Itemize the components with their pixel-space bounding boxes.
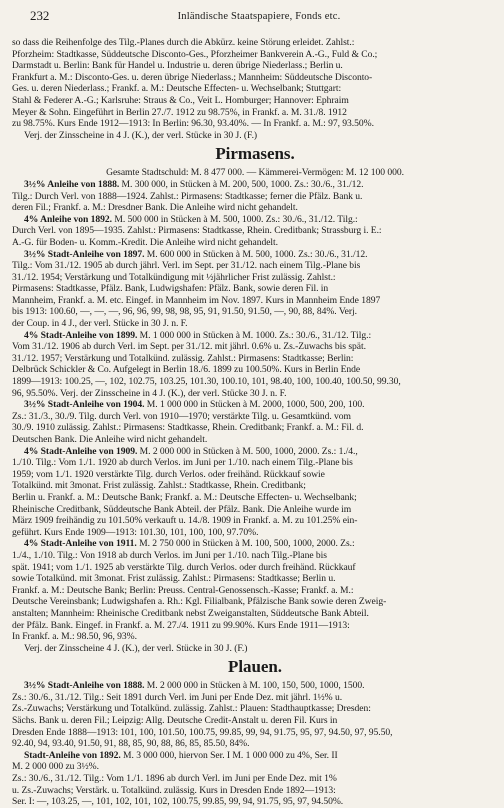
text-segment: Ser. I: —, 103.25, —, 101, 102, 101, 102, 100.75, 99.85, 99, 94, 91.75, 95, 97, 94.50%. (12, 796, 344, 808)
text-segment: M. 2 000 000 zu 3½%. (12, 761, 99, 773)
text-line (12, 60, 498, 72)
text-segment: 31./12. 1957; Verstärkung und Totalkünd. zulässig. Zahlst.: Pirmasens: Stadtkasse; Berlin: (12, 352, 354, 364)
body-text (12, 37, 498, 808)
bond-title: 3½% Stadt-Anleihe von 1897. (24, 248, 145, 260)
text-line (12, 225, 498, 237)
text-segment: 1899—1913: 100.25, —, 102, 102.75, 103.25, 101.30, 100.10, 101, 98.40, 100, 100.40, 100.50, 99.30, (12, 376, 401, 388)
text-segment: Stahl & Federer A.-G.; Karlsruhe: Straus & Co., Veit L. Homburger; Hannover: Ephraim (12, 94, 349, 106)
text-line (12, 130, 498, 142)
text-line (12, 272, 498, 284)
text-segment: deren Fil.; Frankf. a. M.: Dresdner Bank. Die Anleihe wird nicht gehandelt. (12, 202, 298, 214)
bond-title: 4% Stadt-Anleihe von 1899. (24, 329, 138, 341)
text-line (12, 353, 498, 365)
text-line (12, 492, 498, 504)
text-segment: so dass die Reihenfolge des Tilg.-Planes durch die Abkürz. keine Störung erleidet. Zahlst.: (12, 37, 355, 48)
text-segment: Vom 31./12. 1906 ab durch Verl. im Sept. per 31./12. mit jährl. 0.6% u. Zs.-Zuwachs bis spät. (12, 341, 366, 353)
text-line (12, 107, 498, 119)
text-segment: Delbrück Schickler & Co. Aufgelegt in Berlin 18./6. 1899 zu 100.50%. Kurs in Berlin Ende (12, 364, 361, 376)
text-segment: 1959; vom 1./1. 1920 verstärkte Tilg. durch Verlos. oder freihänd. Rückkauf sowie (12, 468, 325, 480)
bond-title: 4% Anleihe von 1892. (24, 213, 113, 225)
text-line (12, 680, 498, 692)
text-segment: Frankfurt a. M.: Disconto-Ges. u. deren übrige Niederlass.; Mannheim: Süddeutsche Disconto- (12, 71, 373, 83)
text-line (12, 399, 498, 411)
text-segment: Sächs. Bank u. deren Fil.; Leipzig: Allg. Deutsche Credit-Anstalt u. deren Fil. Kurs in (12, 715, 338, 727)
bond-title: Stadt-Anleihe von 1892. (24, 749, 121, 761)
text-segment: M. 2 000 000 in Stücken à M. 100, 150, 500, 1000, 1500. (144, 680, 365, 692)
bond-title: 4% Stadt-Anleihe von 1911. (24, 538, 137, 550)
section-heading (12, 656, 498, 678)
text-line (12, 295, 498, 307)
text-line (12, 480, 498, 492)
text-segment: geführt. Kurs Ende 1909—1913: 101.30, 101, 100, 100, 97.70%. (12, 526, 259, 538)
text-segment: Durch Verl. von 1895—1935. Zahlst.: Pirmasens: Stadtkasse, Rhein. Creditbank; Strassburg i. E.: (12, 225, 382, 237)
text-segment: M. 2 750 000 in Stücken à M. 100, 500, 1000, 2000. Zs.: (136, 538, 355, 550)
text-line (12, 538, 498, 550)
text-line (12, 341, 498, 353)
text-line (12, 237, 498, 249)
text-line (12, 643, 498, 655)
text-segment: 31./12. 1954; Verstärkung und Totalkündigung mit ½jährlicher Frist zulässig. Zahlst.: (12, 271, 336, 283)
text-segment: Rheinische Creditbank, Süddeutsche Bank Abteil. der Pfälz. Bank. Die Anleihe wurde im (12, 503, 352, 515)
text-segment: 92.40, 94, 93.40, 91.50, 91, 88, 85, 90, 88, 86, 85, 85.50, 84%. (12, 738, 250, 750)
text-segment: M. 1 000 000 in Stücken à M. 1000. Zs.: 30./6., 31./12. Tilg.: (137, 329, 372, 341)
text-line (12, 49, 498, 61)
text-segment: Berlin u. Frankf. a. M.: Deutsche Bank; Frankf. a. M.: Deutsche Effecten- u. Wechselbank; (12, 491, 357, 503)
text-segment: anstalten; Mannheim: Rheinische Creditbank nebst Zweiganstalten, Süddeutsche Bank Abteil. (12, 607, 369, 619)
running-title: Inländische Staatspapiere, Fonds etc. (177, 11, 341, 22)
text-line (12, 95, 498, 107)
text-segment: Ges. u. deren Niederlass.; Frankf. a. M.: Deutsche Effecten- u. Wechselbank; Stuttgart: (12, 83, 342, 95)
text-line (12, 388, 498, 400)
text-line (12, 469, 498, 481)
text-segment: März 1909 freihändig zu 101.50% verkauft u. 14./8. 1909 in Frankf. a. M. zu 101.25% ein- (12, 515, 358, 527)
text-segment: Zs.: 30./6., 31./12. Tilg.: Vom 1./1. 1896 ab durch Verl. im Juni per Ende Dez. mit 1% (12, 773, 337, 785)
text-line (12, 260, 498, 272)
text-line (12, 515, 498, 527)
text-line (12, 249, 498, 261)
section-heading (12, 143, 498, 165)
text-segment: 96, 95.50%. Verj. der Zinsscheine in 4 J. (K.), der verl. Stücke 30 J. n. F. (12, 387, 287, 399)
text-segment: Zs.: 30./6., 31./12. Tilg.: Seit 1891 durch Verl. im Juni per Ende Dez. mit jährl. 1½% u. (12, 691, 343, 703)
text-segment: Plauen. (228, 657, 282, 677)
text-segment: Pforzheim: Stadtkasse, Süddeutsche Disconto-Ges., Pforzheimer Bankverein A.-G., Fuld & Co.; (12, 48, 378, 60)
text-line (12, 692, 498, 704)
page-number: 232 (30, 8, 50, 23)
text-line (12, 118, 498, 130)
text-segment: Zs.-Zuwachs; Verstärkung und Totalkünd. zulässig. Zahlst.: Plauen: Stadthauptkasse; Dresden: (12, 703, 371, 715)
running-head (30, 10, 488, 26)
text-line (12, 761, 498, 773)
text-line (12, 376, 498, 388)
text-line (12, 167, 498, 179)
text-segment: 30./9. 1910 zulässig. Zahlst.: Pirmasens: Stadtkasse, Rhein. Creditbank; Frankf. a. M.: Fil. d. (12, 422, 364, 434)
text-segment: bis 1913: 100.60, —, —, —, 96, 96, 99, 98, 98, 95, 91, 91.50, 91.50, —, 90, 88, 84%. Verj. (12, 306, 357, 318)
text-line (12, 191, 498, 203)
text-line (12, 214, 498, 226)
text-segment: der Pfälz. Bank. Eingef. in Frankf. a. M. 27./4. 1911 zu 99.90%. Kurs Ende 1911—1913: (12, 619, 350, 631)
text-line (12, 573, 498, 585)
text-line (12, 727, 498, 739)
text-segment: Meyer & Sohn. Eingeführt in Berlin 27./7. 1912 zu 98.75%, in Frankf. a. M. 31./8. 1912 (12, 106, 347, 118)
text-segment: A.-G. für Boden- u. Komm.-Kredit. Die Anleihe wird nicht gehandelt. (12, 236, 279, 248)
text-line (12, 283, 498, 295)
text-segment: Mannheim, Frankf. a. M. etc. Eingef. in Mannheim im Nov. 1897. Kurs in Mannheim Ende 1897 (12, 294, 381, 306)
text-line (12, 773, 498, 785)
text-line (12, 631, 498, 643)
text-line (12, 457, 498, 469)
text-line (12, 179, 498, 191)
text-segment: Frankf. a. M.: Deutsche Bank; Berlin: Preuss. Central-Genossensch.-Kasse; Frankf. a. M.: (12, 584, 354, 596)
text-segment: Deutschen Bank. Die Anleihe wird nicht gehandelt. (12, 434, 208, 445)
text-line (12, 72, 498, 84)
text-segment: spät. 1941; vom 1./1. 1925 ab verstärkte Tilg. durch Verlos. oder durch freihänd. Rückkauf (12, 561, 356, 573)
text-segment: Verj. der Zinsscheine in 4 J. (K.), der verl. Stücke in 30 J. (F.) (24, 129, 258, 141)
text-line (12, 750, 498, 762)
text-line (12, 527, 498, 539)
text-line (12, 796, 498, 808)
text-segment: M. 300 000, in Stücken à M. 200, 500, 1000. Zs.: 30./6., 31./12. (119, 178, 364, 190)
text-segment: M. 3 000 000, hiervon Ser. I M. 1 000 000 zu 4%, Ser. II (120, 749, 338, 761)
text-line (12, 562, 498, 574)
text-line (12, 318, 498, 330)
text-segment: 1./10. Tilg.: Vom 1./1. 1920 ab durch Verlos. im Juni per 1./10. nach einem Tilg.-Plane bis (12, 457, 353, 469)
text-segment: Deutsche Vereinsbank; Ludwigshafen a. Rh.: Kgl. Filialbank, Pfälzische Bank sowie deren Zweig- (12, 596, 387, 608)
text-segment: M. 500 000 in Stücken à M. 500, 1000. Zs.: 30./6., 31./12. Tilg.: (112, 213, 358, 225)
text-segment: Gesamte Stadtschuld: M. 8 477 000. — Kämmerei-Vermögen: M. 12 100 000. (106, 167, 404, 179)
text-segment: 1./4., 1./10. Tilg.: Von 1918 ab durch Verlos. im Juni per 1./10. nach Tilg.-Plane bis (12, 549, 327, 561)
text-segment: sowie Totalkünd. mit 3monat. Frist zulässig. Zahlst.: Pirmasens: Stadtkasse; Berlin u. (12, 573, 336, 585)
text-line (12, 620, 498, 632)
text-segment: Tilg.: Durch Verl. von 1888—1924. Zahlst.: Pirmasens: Stadtkasse; ferner die Pfälz. Bank u. (12, 190, 363, 202)
text-segment: Zs.: 31./3., 30./9. Tilg. durch Verl. von 1910—1970; verstärkte Tilg. u. Gesamtkünd. vom (12, 410, 351, 422)
text-segment: Pirmasens. (215, 144, 295, 164)
text-segment: Pirmasens: Stadtkasse, Pfälz. Bank, Ludwigshafen: Pfälz. Bank, sowie deren Fil. in (12, 283, 329, 295)
text-line (12, 83, 498, 95)
text-line (12, 608, 498, 620)
text-line (12, 202, 498, 214)
text-segment: der Coup. in 4 J., der verl. Stücke in 30 J. n. F. (12, 318, 188, 330)
text-segment: Verj. der Zinsscheine 4 J. (K.), der verl. Stücke in 30 J. (F.) (24, 642, 248, 654)
text-line (12, 434, 498, 446)
bond-title: 3½% Stadt-Anleihe von 1888. (24, 680, 145, 692)
text-line (12, 703, 498, 715)
bond-title: 3½% Anleihe von 1888. (24, 178, 120, 190)
text-segment: Tilg.: Vom 31./12. 1905 ab durch jährl. Verl. im Sept. per 31./12. nach einem Tilg.-Plane bis (12, 260, 361, 272)
text-segment: zu 98.75%. Kurs Ende 1912—1913: In Berlin: 96.30, 93.40%. — In Frankf. a. M.: 97, 93.50%. (12, 118, 374, 130)
text-segment: Totalkünd. mit 3monat. Frist zulässig. Zahlst.: Stadtkasse, Rhein. Creditbank; (12, 480, 306, 492)
text-segment: M. 2 000 000 in Stücken à M. 500, 1000, 2000. Zs.: 1./4., (137, 445, 358, 457)
text-line (12, 585, 498, 597)
text-segment: Darmstadt u. Berlin: Bank für Handel u. Industrie u. deren übrige Niederlass.; Berlin u. (12, 60, 343, 72)
text-line (12, 550, 498, 562)
text-line (12, 422, 498, 434)
text-line (12, 330, 498, 342)
text-segment: u. Zs.-Zuwachs; Verstärk. u. Totalkünd. zulässig. Kurs in Dresden Ende 1892—1913: (12, 784, 336, 796)
text-segment: M. 600 000 in Stücken à M. 500, 1000. Zs.: 30./6., 31./12. (144, 248, 368, 260)
text-line (12, 446, 498, 458)
bond-title: 4% Stadt-Anleihe von 1909. (24, 445, 138, 457)
text-segment: M. 1 000 000 in Stücken à M. 2000, 1000, 500, 200, 100. (144, 399, 365, 411)
text-line (12, 715, 498, 727)
text-line (12, 306, 498, 318)
bond-title: 3½% Stadt-Anleihe von 1904. (24, 399, 145, 411)
text-segment: Dresden Ende 1888—1913: 101, 100, 101.50, 100.75, 99.85, 99, 94, 91.75, 95, 97, 94.50, 97, 95.50, (12, 726, 393, 738)
text-segment: In Frankf. a. M.: 98.50, 96, 93%. (12, 631, 137, 643)
text-line (12, 785, 498, 797)
text-line (12, 738, 498, 750)
text-line (12, 37, 498, 49)
text-line (12, 596, 498, 608)
text-line (12, 364, 498, 376)
text-line (12, 504, 498, 516)
text-line (12, 411, 498, 423)
